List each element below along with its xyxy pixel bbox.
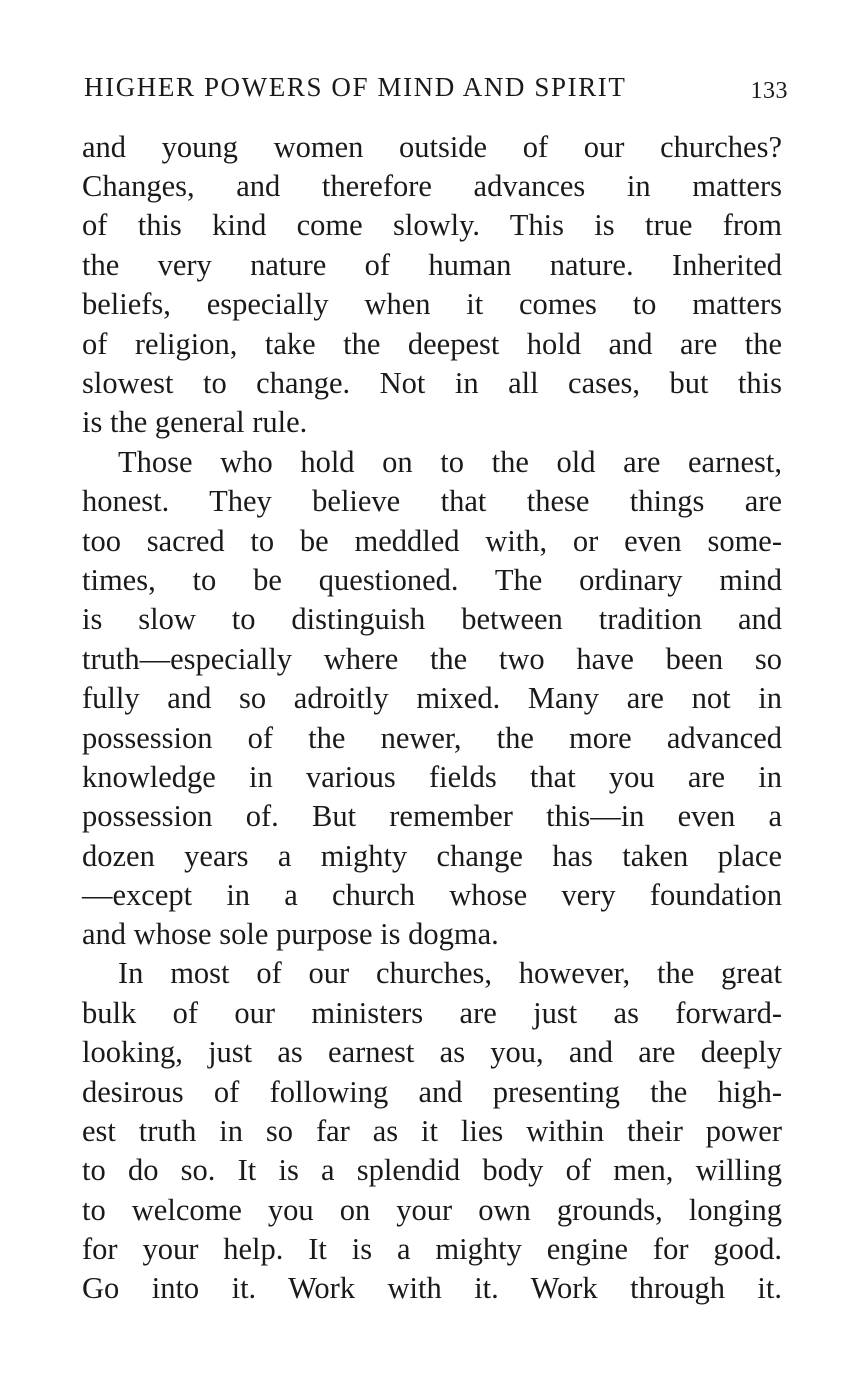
text-line: the very nature of human nature. Inherited bbox=[82, 248, 782, 282]
text-line: for your help. It is a mighty engine for good. bbox=[82, 1232, 782, 1266]
text-line: knowledge in various fields that you are in bbox=[82, 760, 782, 794]
text-line: and young women outside of our churches? bbox=[82, 130, 782, 164]
text-line: of religion, take the deepest hold and are the bbox=[82, 327, 782, 361]
text-line: possession of the newer, the more advanced bbox=[82, 721, 782, 755]
text-line: honest. They believe that these things are bbox=[82, 484, 782, 518]
running-title: HIGHER POWERS OF MIND AND SPIRIT bbox=[84, 72, 627, 102]
text-line: of this kind come slowly. This is true from bbox=[82, 208, 782, 242]
text-line: Go into it. Work with it. Work through it. bbox=[82, 1271, 782, 1305]
text-line: times, to be questioned. The ordinary mind bbox=[82, 563, 782, 597]
text-line: slowest to change. Not in all cases, but this bbox=[82, 366, 782, 400]
running-header bbox=[84, 72, 788, 108]
text-line: too sacred to be meddled with, or even some- bbox=[82, 524, 782, 558]
text-line: —except in a church whose very foundation bbox=[82, 878, 782, 912]
text-line: truth—especially where the two have been so bbox=[82, 642, 782, 676]
text-line: bulk of our ministers are just as forward- bbox=[82, 996, 782, 1030]
text-line: is slow to distinguish between tradition and bbox=[82, 602, 782, 636]
text-line: looking, just as earnest as you, and are deeply bbox=[82, 1035, 782, 1069]
text-line: possession of. But remember this—in even a bbox=[82, 799, 782, 833]
text-line: est truth in so far as it lies within their power bbox=[82, 1114, 782, 1148]
text-line: desirous of following and presenting the high- bbox=[82, 1075, 782, 1109]
page-number: 133 bbox=[750, 78, 788, 104]
text-line: is the general rule. bbox=[82, 405, 308, 439]
text-line: to do so. It is a splendid body of men, willing bbox=[82, 1153, 782, 1187]
text-line: Changes, and therefore advances in matters bbox=[82, 169, 782, 203]
text-line: and whose sole purpose is dogma. bbox=[82, 917, 499, 951]
text-line: beliefs, especially when it comes to matters bbox=[82, 287, 782, 321]
text-line: to welcome you on your own grounds, longing bbox=[82, 1193, 782, 1227]
text-line: fully and so adroitly mixed. Many are not in bbox=[82, 681, 782, 715]
text-line: Those who hold on to the old are earnest, bbox=[118, 445, 782, 479]
text-line: dozen years a mighty change has taken place bbox=[82, 839, 782, 873]
text-line: In most of our churches, however, the great bbox=[118, 956, 782, 990]
